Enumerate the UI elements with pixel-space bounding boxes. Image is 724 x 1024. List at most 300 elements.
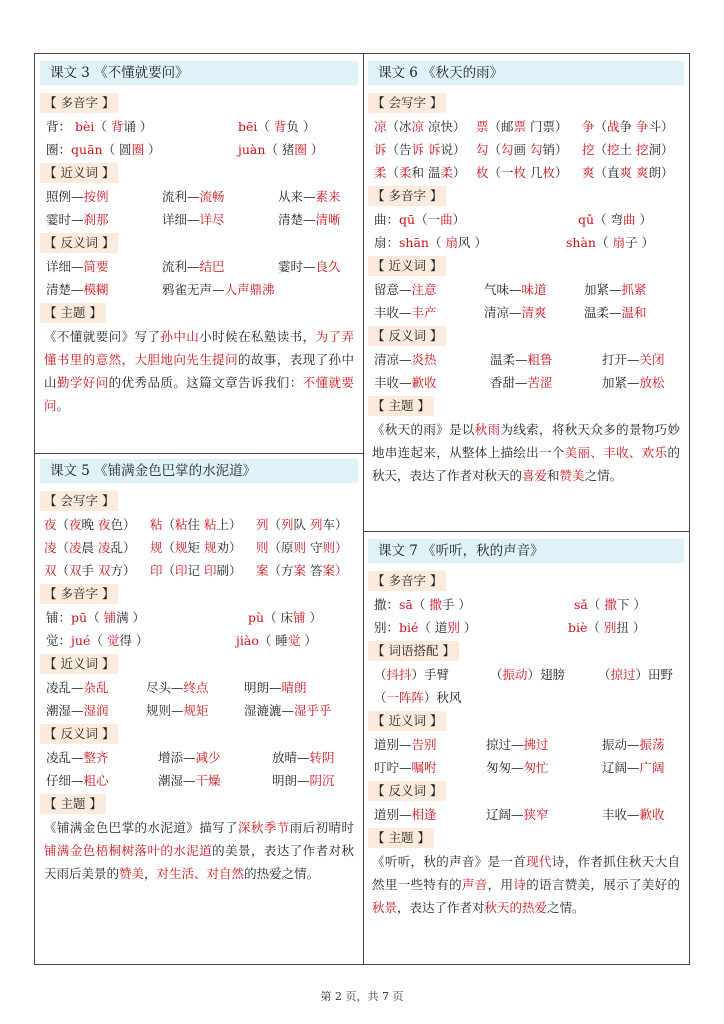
text-fragment: 原: [281, 540, 294, 555]
text-fragment: 增添—: [158, 750, 196, 765]
highlighted-text: 挖: [636, 142, 649, 157]
text-fragment: 手 ）: [441, 597, 471, 612]
highlighted-text: 勤学好问: [56, 375, 109, 390]
text-fragment: 道别—: [374, 737, 412, 752]
highlighted-text: 列: [310, 517, 323, 532]
highlighted-text: 列: [256, 517, 269, 532]
text-fragment: （一: [415, 212, 441, 227]
text-fragment: ）: [305, 610, 323, 625]
highlighted-text: 则: [293, 540, 311, 555]
highlighted-text: 爽: [636, 165, 649, 180]
highlighted-text: 孙中山: [160, 329, 200, 344]
lesson5-huixie-label: 【 会写字 】: [40, 491, 118, 511]
word-part: 负 ）: [286, 119, 316, 134]
highlighted-text: 铺满金色梧桐树落叶的水泥道: [44, 843, 213, 858]
char: 背：: [46, 119, 75, 134]
highlighted-text: 案: [256, 563, 269, 578]
highlighted-text: 双: [69, 563, 82, 578]
highlighted-text: 扇: [445, 235, 458, 250]
text-fragment: （一: [488, 165, 514, 180]
highlighted-text: 觉: [287, 633, 301, 648]
highlighted-text: 赞美: [119, 866, 145, 881]
lesson5-theme-label: 【 主题 】: [40, 794, 106, 814]
highlighted-text: 枚: [542, 165, 556, 180]
lesson6-title: 课文 6 《秋天的雨》: [368, 61, 684, 85]
highlighted-text: 晴朗: [281, 680, 307, 695]
text-fragment: 加紧—: [584, 282, 622, 297]
text-fragment: 扭 ）: [616, 620, 646, 635]
lesson5-title: 课文 5 《铺满金色巴掌的水泥道》: [40, 459, 358, 483]
highlighted-text: 为了弄懂书里的意然，大胆地向先生提问: [44, 329, 354, 367]
highlighted-text: 曲: [440, 212, 453, 227]
highlighted-text: 抖抖: [386, 667, 412, 682]
char: 圈：: [46, 142, 72, 157]
highlighted-text: 按例: [83, 189, 109, 204]
highlighted-text: 曲: [623, 212, 636, 227]
highlighted-text: 嘱咐: [411, 760, 437, 775]
lesson7-dapei-label: 【 词语搭配 】: [368, 641, 459, 661]
highlighted-text: 秋天的热爱: [484, 900, 548, 915]
highlighted-text: 美丽、丰收、欢乐: [564, 445, 668, 460]
highlighted-text: 爽: [582, 165, 595, 180]
text-fragment: 上）: [216, 517, 242, 532]
highlighted-text: 告别: [411, 737, 437, 752]
highlighted-text: qū: [399, 212, 416, 227]
text-fragment: 的热爱之情。: [244, 866, 320, 881]
highlighted-text: 规: [204, 540, 217, 555]
text-fragment: （ 睡: [258, 633, 288, 648]
text-fragment: 曲：: [374, 212, 400, 227]
highlighted-text: 印: [175, 563, 188, 578]
text-fragment: 洞）: [648, 142, 674, 157]
text-fragment: （: [162, 540, 176, 555]
highlighted-text: shān: [399, 235, 429, 250]
text-fragment: 清楚—: [46, 282, 84, 297]
lesson7-duoyin-row: [368, 616, 684, 639]
lesson7-theme-text: [368, 850, 684, 919]
highlighted-text: 现代: [526, 854, 552, 869]
lesson7-jinyi-row: [368, 733, 684, 756]
word-part: ）: [306, 142, 324, 157]
text-fragment: 晨: [81, 540, 99, 555]
highlighted-text: 终点: [183, 680, 209, 695]
text-fragment: 加紧—: [602, 375, 640, 390]
highlighted-text: 人声鼎沸: [224, 282, 275, 297]
highlighted-text: 觉: [106, 633, 120, 648]
text-fragment: 《不懂就要问》写了: [44, 329, 161, 344]
lesson5-huixie-row: [40, 559, 358, 582]
highlighted-text: 声音: [461, 877, 488, 892]
text-fragment: ）田野: [635, 667, 674, 682]
text-fragment: 照例—: [46, 189, 84, 204]
text-fragment: ，用: [487, 877, 514, 892]
text-fragment: 票）: [542, 119, 568, 134]
highlighted-text: bié: [399, 620, 419, 635]
highlighted-text: 别: [603, 620, 617, 635]
highlighted-text: 案）: [322, 563, 348, 578]
text-fragment: 刷）: [216, 563, 242, 578]
text-fragment: 道别—: [374, 807, 412, 822]
text-fragment: 明朗—: [272, 773, 310, 788]
text-fragment: 霎时—: [46, 212, 84, 227]
text-fragment: 丰收—: [374, 375, 412, 390]
text-fragment: 住: [187, 517, 205, 532]
highlighted-text: 转阴: [309, 750, 335, 765]
lesson5-fanyi-row: [40, 769, 358, 792]
highlighted-text: 相逢: [411, 807, 437, 822]
text-fragment: 凌乱—: [46, 750, 84, 765]
lesson6-section: [368, 61, 684, 487]
text-fragment: 车）: [322, 517, 348, 532]
lesson3-duoyin-row: [40, 115, 358, 138]
lesson7-title: 课文 7 《听听，秋的声音》: [368, 539, 684, 563]
lesson6-jinyi-label: 【 近义词 】: [368, 256, 446, 276]
text-fragment: 凌乱—: [46, 680, 84, 695]
highlighted-text: 拂过: [523, 737, 549, 752]
lesson6-jinyi-row: [368, 278, 684, 301]
text-fragment: 觉：: [46, 633, 72, 648]
text-fragment: 矩: [187, 540, 205, 555]
lesson7-section: [368, 539, 684, 919]
highlighted-text: 规: [150, 540, 163, 555]
highlighted-text: 良久: [315, 259, 341, 274]
text-fragment: （: [56, 517, 70, 532]
text-fragment: 辽阔—: [602, 760, 640, 775]
highlighted-text: 票: [476, 119, 489, 134]
text-fragment: 《铺满金色巴掌的水泥道》描写了: [44, 820, 238, 835]
highlighted-text: 柔: [440, 165, 454, 180]
lesson6-fanyi-row: [368, 371, 684, 394]
lesson7-fanyi-label: 【 反义词 】: [368, 781, 446, 801]
text-fragment: 规则—: [146, 703, 184, 718]
highlighted-text: shàn: [566, 235, 596, 250]
lesson5-jinyi-row: [40, 676, 358, 699]
highlighted-text: 流畅: [199, 189, 225, 204]
text-fragment: ）手臂: [411, 667, 450, 682]
word-char: 圈: [131, 142, 145, 157]
highlighted-text: 夜: [44, 517, 57, 532]
highlighted-text: 勾: [476, 142, 489, 157]
text-fragment: （: [162, 517, 176, 532]
page-footer: 第 2 页，共 7 页: [320, 990, 404, 1003]
lesson5-duoyin-row: [40, 606, 358, 629]
text-fragment: ）: [453, 165, 466, 180]
lesson7-theme-label: 【 主题 】: [368, 828, 434, 848]
highlighted-text: 歉收: [411, 375, 437, 390]
highlighted-text: 诉: [428, 142, 441, 157]
highlighted-text: pū: [71, 610, 88, 625]
highlighted-text: 撒: [604, 597, 617, 612]
lesson3-section: [40, 61, 358, 417]
text-fragment: （邮: [488, 119, 514, 134]
text-fragment: 销）: [542, 142, 568, 157]
lesson6-duoyin-row: [368, 231, 684, 254]
text-fragment: 尽头—: [146, 680, 184, 695]
text-fragment: 气味—: [484, 282, 522, 297]
text-fragment: （: [90, 633, 107, 648]
text-fragment: （: [87, 610, 104, 625]
text-fragment: （: [374, 690, 387, 705]
lesson7-fanyi-row: [368, 803, 684, 826]
pinyin: bèi: [74, 119, 95, 134]
text-fragment: 快）: [440, 119, 466, 134]
highlighted-text: 阴沉: [309, 773, 335, 788]
lesson6-huixie-row: [368, 161, 684, 184]
highlighted-text: 双: [98, 563, 111, 578]
lesson3-fanyi-label: 【 反义词 】: [40, 233, 118, 253]
text-fragment: 《听听，秋的声音》是一首: [372, 854, 527, 869]
text-fragment: ，: [144, 866, 157, 881]
highlighted-text: 对生活、对自然: [156, 866, 245, 881]
pinyin: quān: [71, 142, 103, 157]
lesson3-duoyin-label: 【 多音字 】: [40, 93, 118, 113]
text-fragment: 风 ）: [457, 235, 487, 250]
text-fragment: 丰收—: [374, 305, 412, 320]
lesson5-duoyin-row: [40, 629, 358, 652]
highlighted-text: 夜: [98, 517, 111, 532]
text-fragment: 下 ）: [616, 597, 646, 612]
text-fragment: 匆匆—: [486, 760, 524, 775]
text-fragment: （告: [386, 142, 412, 157]
text-fragment: 之情。: [584, 468, 623, 483]
lesson5-theme-text: [40, 816, 358, 885]
highlighted-text: 秋景: [372, 900, 398, 915]
highlighted-text: 挖: [607, 142, 620, 157]
text-fragment: 说）: [440, 142, 466, 157]
text-fragment: 潮湿—: [158, 773, 196, 788]
highlighted-text: 诉: [411, 142, 425, 157]
text-fragment: 鸦雀无声—: [162, 282, 225, 297]
text-fragment: （: [594, 142, 608, 157]
word-char: 圈: [294, 142, 307, 157]
highlighted-text: 争: [582, 119, 595, 134]
highlighted-text: 列: [281, 517, 294, 532]
text-fragment: 的故事，表现了孙中山: [44, 352, 354, 390]
text-fragment: 的美景，表达了作者对秋天雨后美景的: [44, 843, 354, 881]
text-fragment: 守: [310, 540, 323, 555]
text-fragment: ）: [452, 212, 466, 227]
highlighted-text: jiào: [236, 633, 259, 648]
highlighted-text: 狭窄: [523, 807, 549, 822]
text-fragment: 子 ）: [624, 235, 654, 250]
text-fragment: 和 温: [411, 165, 441, 180]
text-fragment: 详细—: [46, 259, 84, 274]
lesson6-huixie-row: [368, 138, 684, 161]
highlighted-text: 争: [636, 119, 649, 134]
text-fragment: 振动—: [602, 737, 640, 752]
text-fragment: ）: [459, 620, 477, 635]
lesson3-theme-label: 【 主题 】: [40, 303, 106, 323]
highlighted-text: 柔: [374, 165, 387, 180]
lesson6-duoyin-row: [368, 208, 684, 231]
lesson3-jinyi-label: 【 近义词 】: [40, 163, 118, 183]
highlighted-text: 双: [44, 563, 57, 578]
highlighted-text: 不懂就要问: [44, 375, 354, 413]
text-fragment: （: [595, 235, 613, 250]
highlighted-text: 则）: [322, 540, 348, 555]
highlighted-text: 规: [175, 540, 188, 555]
column-divider: [363, 53, 364, 965]
highlighted-text: 赞美: [559, 468, 585, 483]
lesson3-duoyin-row: [40, 138, 358, 161]
text-fragment: 。: [56, 398, 70, 413]
highlighted-text: 枚: [476, 165, 489, 180]
highlighted-text: 丰产: [411, 305, 437, 320]
text-fragment: 留意—: [374, 282, 412, 297]
highlighted-text: 枚: [513, 165, 527, 180]
text-fragment: 方: [281, 563, 294, 578]
word-part: （: [94, 119, 111, 134]
text-fragment: ）秋风: [424, 690, 462, 705]
text-fragment: （: [56, 563, 70, 578]
lesson5-huixie-row: [40, 536, 358, 559]
word-part: ）: [144, 142, 161, 157]
text-fragment: 手: [81, 563, 99, 578]
pinyin: bēi: [238, 119, 258, 134]
text-fragment: 满 ）: [116, 610, 146, 625]
text-fragment: 门: [526, 119, 543, 134]
highlighted-text: 案: [293, 563, 311, 578]
highlighted-text: 简要: [83, 259, 109, 274]
text-fragment: 明朗—: [244, 680, 282, 695]
highlighted-text: 清晰: [315, 212, 341, 227]
lesson6-fanyi-label: 【 反义词 】: [368, 326, 446, 346]
lesson5-jinyi-label: 【 近义词 】: [40, 654, 118, 674]
highlighted-text: 凉: [374, 119, 387, 134]
text-fragment: 霎时—: [278, 259, 316, 274]
highlighted-text: 印: [204, 563, 217, 578]
highlighted-text: 勾: [501, 142, 514, 157]
text-fragment: 色）: [110, 517, 136, 532]
lesson6-huixie-label: 【 会写字 】: [368, 93, 446, 113]
word-part: （: [257, 119, 274, 134]
highlighted-text: 喜爱: [522, 468, 548, 483]
lesson7-jinyi-row: [368, 756, 684, 779]
text-fragment: （: [268, 563, 282, 578]
lesson7-duoyin-label: 【 多音字 】: [368, 571, 446, 591]
highlighted-text: 湿润: [83, 703, 109, 718]
text-fragment: （: [598, 667, 611, 682]
text-fragment: （: [412, 597, 430, 612]
highlighted-text: jué: [71, 633, 91, 648]
text-fragment: （: [374, 667, 387, 682]
text-fragment: 晚: [81, 517, 99, 532]
lesson3-fanyi-row: [40, 278, 358, 301]
lesson7-duoyin-row: [368, 593, 684, 616]
highlighted-text: sǎ: [574, 597, 588, 612]
text-fragment: 清楚—: [278, 212, 316, 227]
text-fragment: （: [268, 517, 282, 532]
highlighted-text: 素来: [315, 189, 341, 204]
highlighted-text: 扇: [612, 235, 625, 250]
text-fragment: 争: [619, 119, 637, 134]
highlighted-text: 歉收: [639, 807, 665, 822]
text-fragment: 丰收—: [602, 807, 640, 822]
highlighted-text: 别: [447, 620, 460, 635]
highlighted-text: biè: [568, 620, 588, 635]
text-fragment: （: [386, 165, 400, 180]
word-part: 诵 ）: [123, 119, 153, 134]
highlighted-text: 注意: [411, 282, 437, 297]
text-fragment: 记: [187, 563, 205, 578]
highlighted-text: pù: [248, 610, 265, 625]
lesson6-theme-label: 【 主题 】: [368, 396, 434, 416]
text-fragment: 香甜—: [490, 375, 528, 390]
lesson3-jinyi-row: [40, 185, 358, 208]
highlighted-text: 结巴: [199, 259, 225, 274]
lesson3-fanyi-row: [40, 255, 358, 278]
lesson5-huixie-row: [40, 513, 358, 536]
highlighted-text: 诗: [513, 877, 527, 892]
text-fragment: 流利—: [162, 259, 200, 274]
text-fragment: 土: [619, 142, 637, 157]
text-fragment: 凉: [424, 119, 441, 134]
text-fragment: 别：: [374, 620, 400, 635]
text-fragment: 详细—: [162, 212, 200, 227]
text-fragment: 放晴—: [272, 750, 310, 765]
highlighted-text: 凌: [44, 540, 57, 555]
lesson5-section: [40, 459, 358, 885]
highlighted-text: 详尽: [199, 212, 225, 227]
highlighted-text: 放松: [639, 375, 665, 390]
text-fragment: 小时候在私塾读书，: [199, 329, 316, 344]
highlighted-text: 则: [256, 540, 269, 555]
text-fragment: 潮湿—: [46, 703, 84, 718]
lesson5-duoyin-label: 【 多音字 】: [40, 584, 118, 604]
lesson7-dapei-row: [368, 663, 684, 686]
text-fragment: （: [56, 540, 70, 555]
lesson6-huixie-row: [368, 115, 684, 138]
highlighted-text: 票: [513, 119, 527, 134]
highlighted-text: 粗心: [83, 773, 109, 788]
highlighted-text: 杂乱: [83, 680, 109, 695]
word-part: （ 猪: [265, 142, 295, 157]
text-fragment: （: [587, 620, 604, 635]
lesson6-fanyi-row: [368, 348, 684, 371]
highlighted-text: 夜: [69, 517, 82, 532]
text-fragment: 掠过—: [486, 737, 524, 752]
text-fragment: 温柔—: [584, 305, 622, 320]
highlighted-text: 减少: [195, 750, 221, 765]
highlighted-text: 干燥: [195, 773, 221, 788]
text-fragment: 朗）: [648, 165, 674, 180]
highlighted-text: 撒: [429, 597, 442, 612]
highlighted-text: 刹那: [83, 212, 109, 227]
text-fragment: 几: [526, 165, 543, 180]
highlighted-text: 振荡: [639, 737, 665, 752]
left-section-divider: [34, 453, 364, 454]
text-fragment: （: [587, 597, 605, 612]
text-fragment: 湿漉漉—: [244, 703, 295, 718]
highlighted-text: 炎热: [411, 352, 437, 367]
lesson5-fanyi-label: 【 反义词 】: [40, 724, 118, 744]
highlighted-text: 凌: [98, 540, 111, 555]
text-fragment: 叮咛—: [374, 760, 412, 775]
lesson5-fanyi-row: [40, 746, 358, 769]
lesson3-jinyi-row: [40, 208, 358, 231]
word-char: 背: [273, 119, 287, 134]
text-fragment: 铺：: [46, 610, 72, 625]
text-fragment: 清凉—: [484, 305, 522, 320]
highlighted-text: 掠过: [610, 667, 636, 682]
highlighted-text: 粘: [204, 517, 217, 532]
text-fragment: （ 床: [264, 610, 294, 625]
highlighted-text: 清爽: [521, 305, 547, 320]
text-fragment: ，表达了作者对: [397, 900, 485, 915]
text-fragment: 《秋天的雨》是以: [372, 422, 475, 437]
text-fragment: （: [268, 540, 282, 555]
highlighted-text: 印: [150, 563, 163, 578]
